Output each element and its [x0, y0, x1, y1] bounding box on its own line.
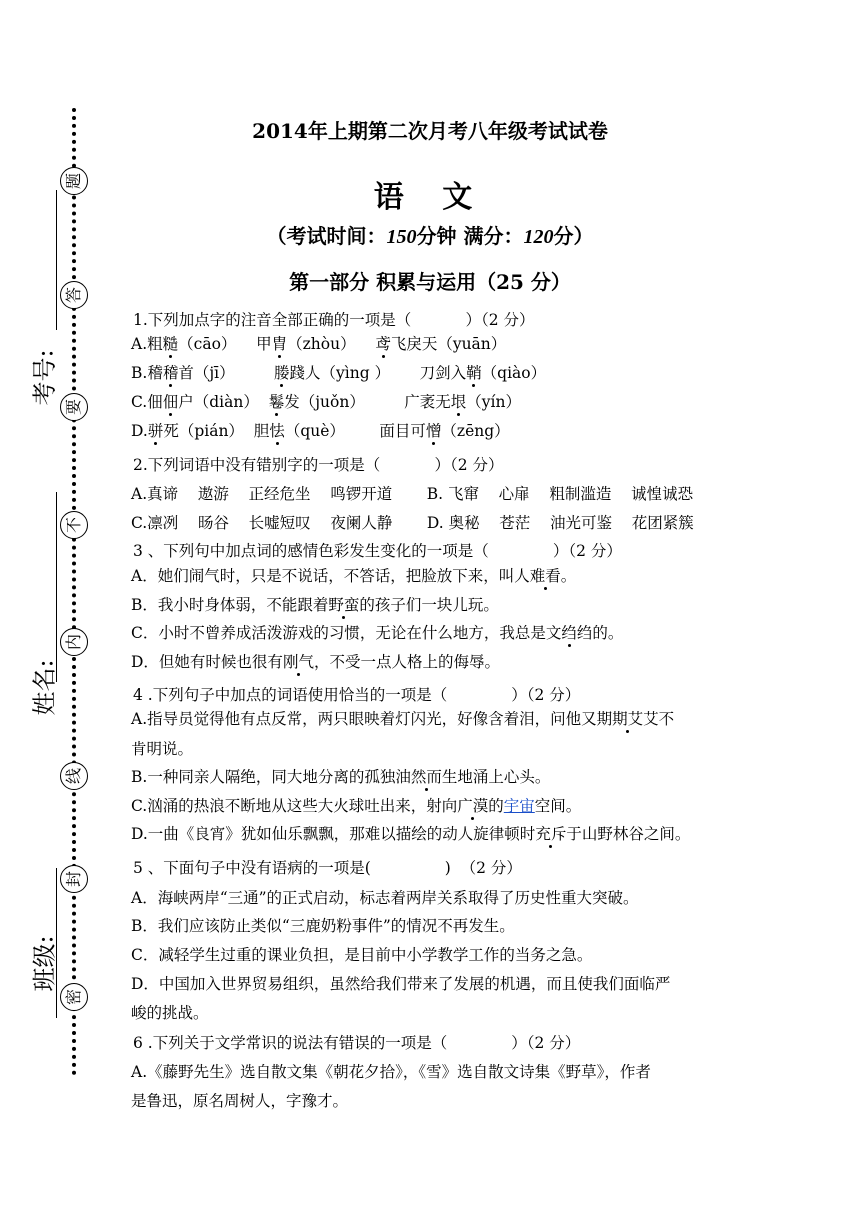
q5-option-b: B．我们应该防止类似“三鹿奶粉事件”的情况不再发生。 [131, 917, 515, 935]
time-value: 150 [386, 226, 417, 248]
exam-info: （考试时间：150分钟 满分：120分） [266, 224, 594, 248]
q3-option-a: A．她们闹气时，只是不说话，不答话，把脸放下来，叫人难看。 [131, 567, 577, 585]
binding-dotted-line [72, 108, 76, 1076]
subject-title: 语 文 [373, 180, 487, 215]
q1-option-c: C.佃佃户（diàn） 鬈发（juǒn） 广袤无垠（yín） [131, 393, 521, 411]
q1-option-a: A.粗糙（cāo） 甲胄（zhòu） 鸢飞戾天（yuān） [131, 335, 507, 353]
q3-option-c: C．小时不曾养成活泼游戏的习惯，无论在什么地方，我总是文绉绉的。 [131, 624, 624, 642]
hyperlink-yuzhou[interactable]: 宇宙 [503, 797, 535, 815]
q1-option-b: B.稽稽首（jī） 媵踐人（yìng ） 刀剑入鞘（qiào） [131, 364, 547, 382]
q3-option-d: D．但她有时候也很有刚气，不受一点人格上的侮辱。 [131, 653, 500, 671]
part-heading: 第一部分 积累与运用（25 分） [289, 270, 571, 294]
q5-stem: 5 、下面句子中没有语病的一项是( ) （2 分） [133, 859, 522, 877]
seal-char-3: 要 [60, 393, 88, 421]
q4-stem: 4 .下列句子中加点的词语使用恰当的一项是（ ）（2 分） [133, 686, 581, 704]
seal-char-1: 题 [60, 167, 88, 195]
q4-option-d: D.一曲《良宵》犹如仙乐飘飘，那难以描绘的动人旋律顿时充斥于山野林谷之间。 [131, 825, 691, 843]
seal-char-5: 内 [60, 628, 88, 656]
exam-no-label: 考号: [30, 349, 59, 406]
q6-stem: 6 .下列关于文学常识的说法有错误的一项是（ ）（2 分） [133, 1034, 581, 1052]
q1-stem: 1.下列加点字的注音全部正确的一项是（ ）（2 分） [133, 311, 535, 329]
q2-options-cd: C.凛冽 旸谷 长嘘短叹 夜阑人静 D. 奥秘 苍茫 油光可鉴 花团紧簇 [131, 514, 694, 532]
q4-option-c: C.汹涌的热浪不断地从这些大火球吐出来，射向广漠的宇宙空间。 [131, 797, 582, 815]
q3-option-b: B．我小时身体弱，不能跟着野蛮的孩子们一块儿玩。 [131, 596, 499, 614]
score-value: 120 [523, 226, 554, 248]
q4-option-a-cont: 肯明说。 [131, 740, 194, 758]
q6-option-a: A.《藤野先生》选自散文集《朝花夕拾》，《雪》选自散文诗集《野草》，作者 [131, 1063, 651, 1081]
name-underline [56, 492, 57, 682]
seal-char-8: 密 [60, 983, 88, 1011]
q2-options-ab: A.真谛 遨游 正经危坐 鸣锣开道 B. 飞窜 心扉 粗制滥造 诚惶诚恐 [131, 485, 694, 503]
class-label: 班级: [30, 935, 59, 992]
q1-option-d: D.骈死（pián） 胆怯（què） 面目可憎（zēng） [131, 422, 510, 440]
name-label: 姓名: [30, 659, 59, 716]
q4-option-a: A.指导员觉得他有点反常，两只眼映着灯闪光，好像含着泪，问他又期期艾艾不 [131, 710, 675, 728]
seal-char-2: 答 [60, 281, 88, 309]
q5-option-d: D．中国加入世界贸易组织，虽然给我们带来了发展的机遇，而且使我们面临严 [131, 975, 671, 993]
seal-char-6: 线 [60, 762, 88, 790]
seal-char-7: 封 [60, 865, 88, 893]
q3-stem: 3 、下列句中加点词的感情色彩发生变化的一项是（ ）（2 分） [133, 542, 622, 560]
q4-option-b: B.一种同亲人隔绝，同大地分离的孤独油然而生地涌上心头。 [131, 768, 551, 786]
q2-stem: 2.下列词语中没有错别字的一项是（ ）（2 分） [133, 456, 504, 474]
exam-title: 2014年上期第二次月考八年级考试试卷 [252, 119, 608, 143]
q5-option-d-cont: 峻的挑战。 [131, 1004, 209, 1022]
q6-option-a-cont: 是鲁迅，原名周树人，字豫才。 [131, 1092, 349, 1110]
seal-char-4: 不 [60, 511, 88, 539]
q5-option-c: C．减轻学生过重的课业负担，是目前中小学教学工作的当务之急。 [131, 946, 593, 964]
q5-option-a: A．海峡两岸“三通”的正式启动，标志着两岸关系取得了历史性重大突破。 [131, 889, 639, 907]
